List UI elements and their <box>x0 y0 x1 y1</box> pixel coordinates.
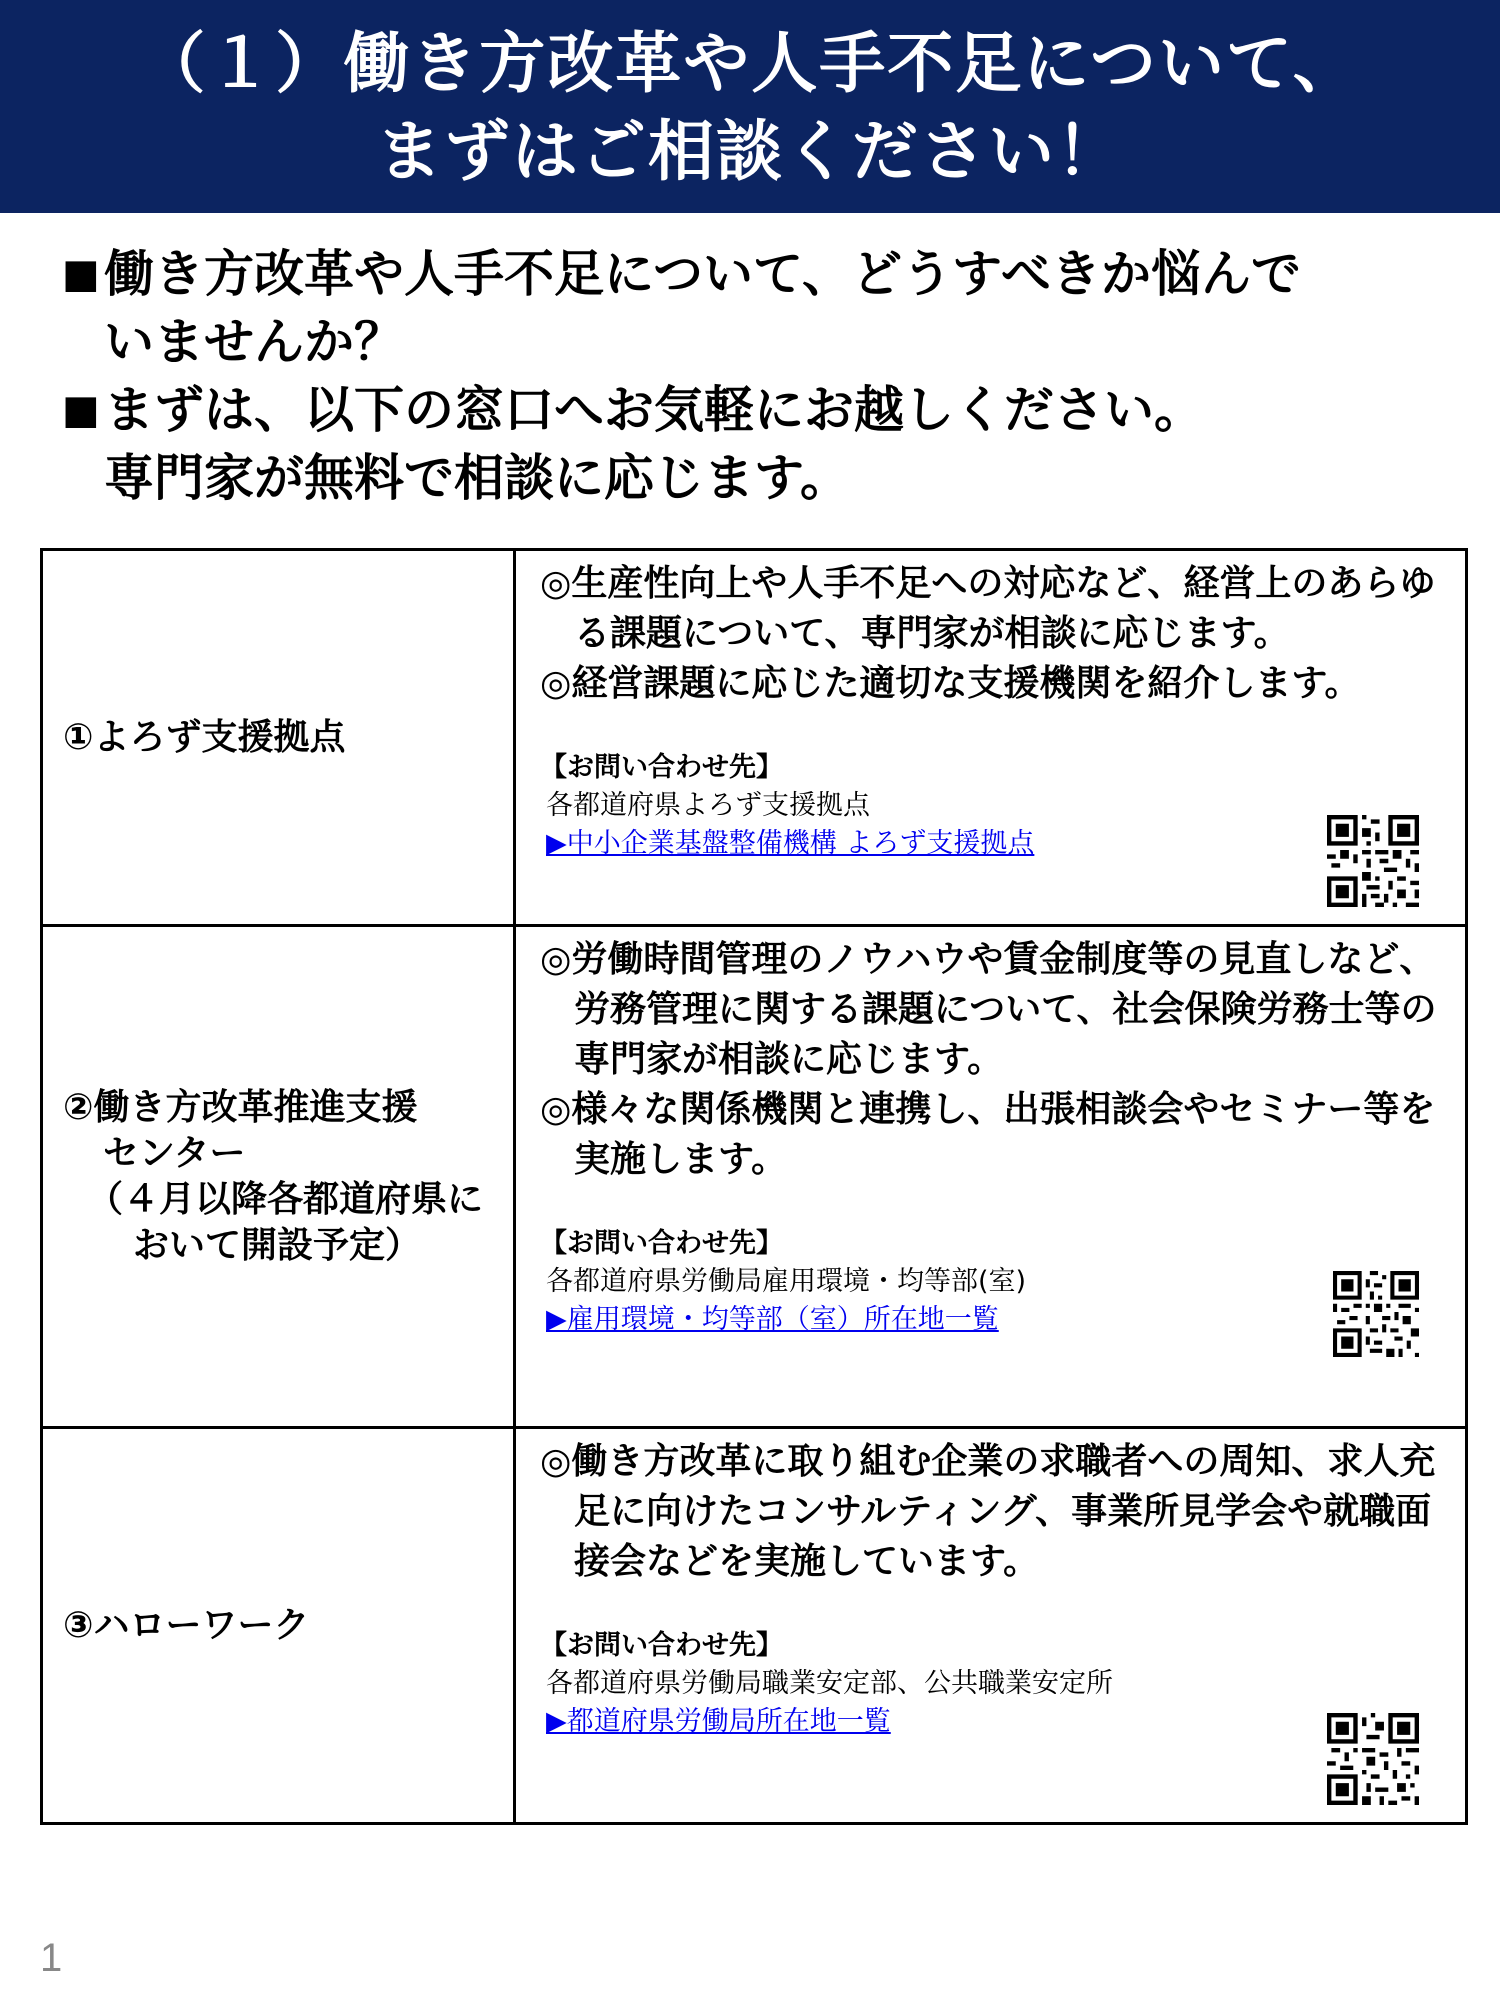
office-name-note: おいて開設予定） <box>133 1224 422 1266</box>
qr-code-icon[interactable] <box>1333 1271 1419 1357</box>
office-name-line: ①よろず支援拠点 <box>63 716 346 758</box>
description-item: ◎働き方改革に取り組む企業の求職者への周知、求人充足に向けたコンサルティング、事業所見学会や就職面接会などを実施しています。 <box>540 1441 1436 1582</box>
description-item: ◎様々な関係機関と連携し、出張相談会やセミナー等を実施します。 <box>540 1089 1436 1180</box>
contact-block <box>540 1627 1455 1741</box>
contact-link[interactable]: ▶中小企業基盤整備機構 よろず支援拠点 <box>546 828 1035 859</box>
page-number: 1 <box>40 1936 63 1980</box>
contact-title: 【お問い合わせ先】 <box>540 1630 783 1661</box>
office-name-line: ③ハローワーク <box>63 1604 310 1646</box>
office-description <box>516 927 1465 1339</box>
office-name-cell <box>42 550 515 926</box>
office-desc-cell <box>515 550 1467 926</box>
square-bullet-icon: ■ <box>62 387 100 433</box>
contact-org: 各都道府県よろず支援拠点 <box>546 790 870 821</box>
contact-title: 【お問い合わせ先】 <box>540 752 783 783</box>
contact-block <box>540 749 1455 863</box>
header-banner <box>0 0 1500 213</box>
contact-org: 各都道府県労働局職業安定部、公共職業安定所 <box>546 1668 1113 1699</box>
office-name-line: ②働き方改革推進支援 <box>63 1086 418 1128</box>
qr-code-icon[interactable] <box>1327 815 1419 907</box>
contact-block <box>540 1225 1455 1339</box>
intro-text: 働き方改革や人手不足について、どうすべきか悩んで <box>104 245 1301 303</box>
description-item: ◎経営課題に応じた適切な支援機関を紹介します。 <box>540 663 1361 704</box>
table-row <box>42 550 1467 926</box>
office-name-line: センター <box>103 1132 246 1174</box>
office-name <box>43 1085 513 1269</box>
office-desc-cell <box>515 1428 1467 1824</box>
description-item: ◎労働時間管理のノウハウや賃金制度等の見直しなど、労務管理に関する課題について、社会保険労務士等の専門家が相談に応じます。 <box>540 939 1437 1080</box>
page-title-line2: まずはご相談ください！ <box>376 113 1124 190</box>
office-name <box>43 715 513 761</box>
qr-code-icon[interactable] <box>1327 1713 1419 1805</box>
office-name <box>43 1603 513 1649</box>
office-name-note: （４月以降各都道府県に <box>87 1178 484 1220</box>
office-name-cell <box>42 926 515 1428</box>
square-bullet-icon: ■ <box>62 251 100 297</box>
office-description <box>516 551 1465 863</box>
contact-org: 各都道府県労働局雇用環境・均等部(室) <box>546 1266 1027 1297</box>
office-description <box>516 1429 1465 1741</box>
office-desc-cell <box>515 926 1467 1428</box>
contact-title: 【お問い合わせ先】 <box>540 1228 783 1259</box>
contact-link[interactable]: ▶雇用環境・均等部（室）所在地一覧 <box>546 1304 999 1335</box>
consultation-table <box>40 548 1468 1825</box>
page-title-line1: （１）働き方改革や人手不足について、 <box>139 25 1361 102</box>
office-name-cell <box>42 1428 515 1824</box>
contact-link[interactable]: ▶都道府県労働局所在地一覧 <box>546 1706 891 1737</box>
intro-text: いませんか？ <box>104 313 404 371</box>
intro-item <box>62 240 1482 376</box>
intro-section <box>62 240 1482 512</box>
intro-item <box>62 376 1482 512</box>
intro-text: まずは、以下の窓口へお気軽にお越しください。 <box>104 381 1204 439</box>
table-row <box>42 926 1467 1428</box>
intro-text: 専門家が無料で相談に応じます。 <box>104 449 850 507</box>
table-row <box>42 1428 1467 1824</box>
description-item: ◎生産性向上や人手不足への対応など、経営上のあらゆる課題について、専門家が相談に応じます。 <box>540 563 1436 654</box>
